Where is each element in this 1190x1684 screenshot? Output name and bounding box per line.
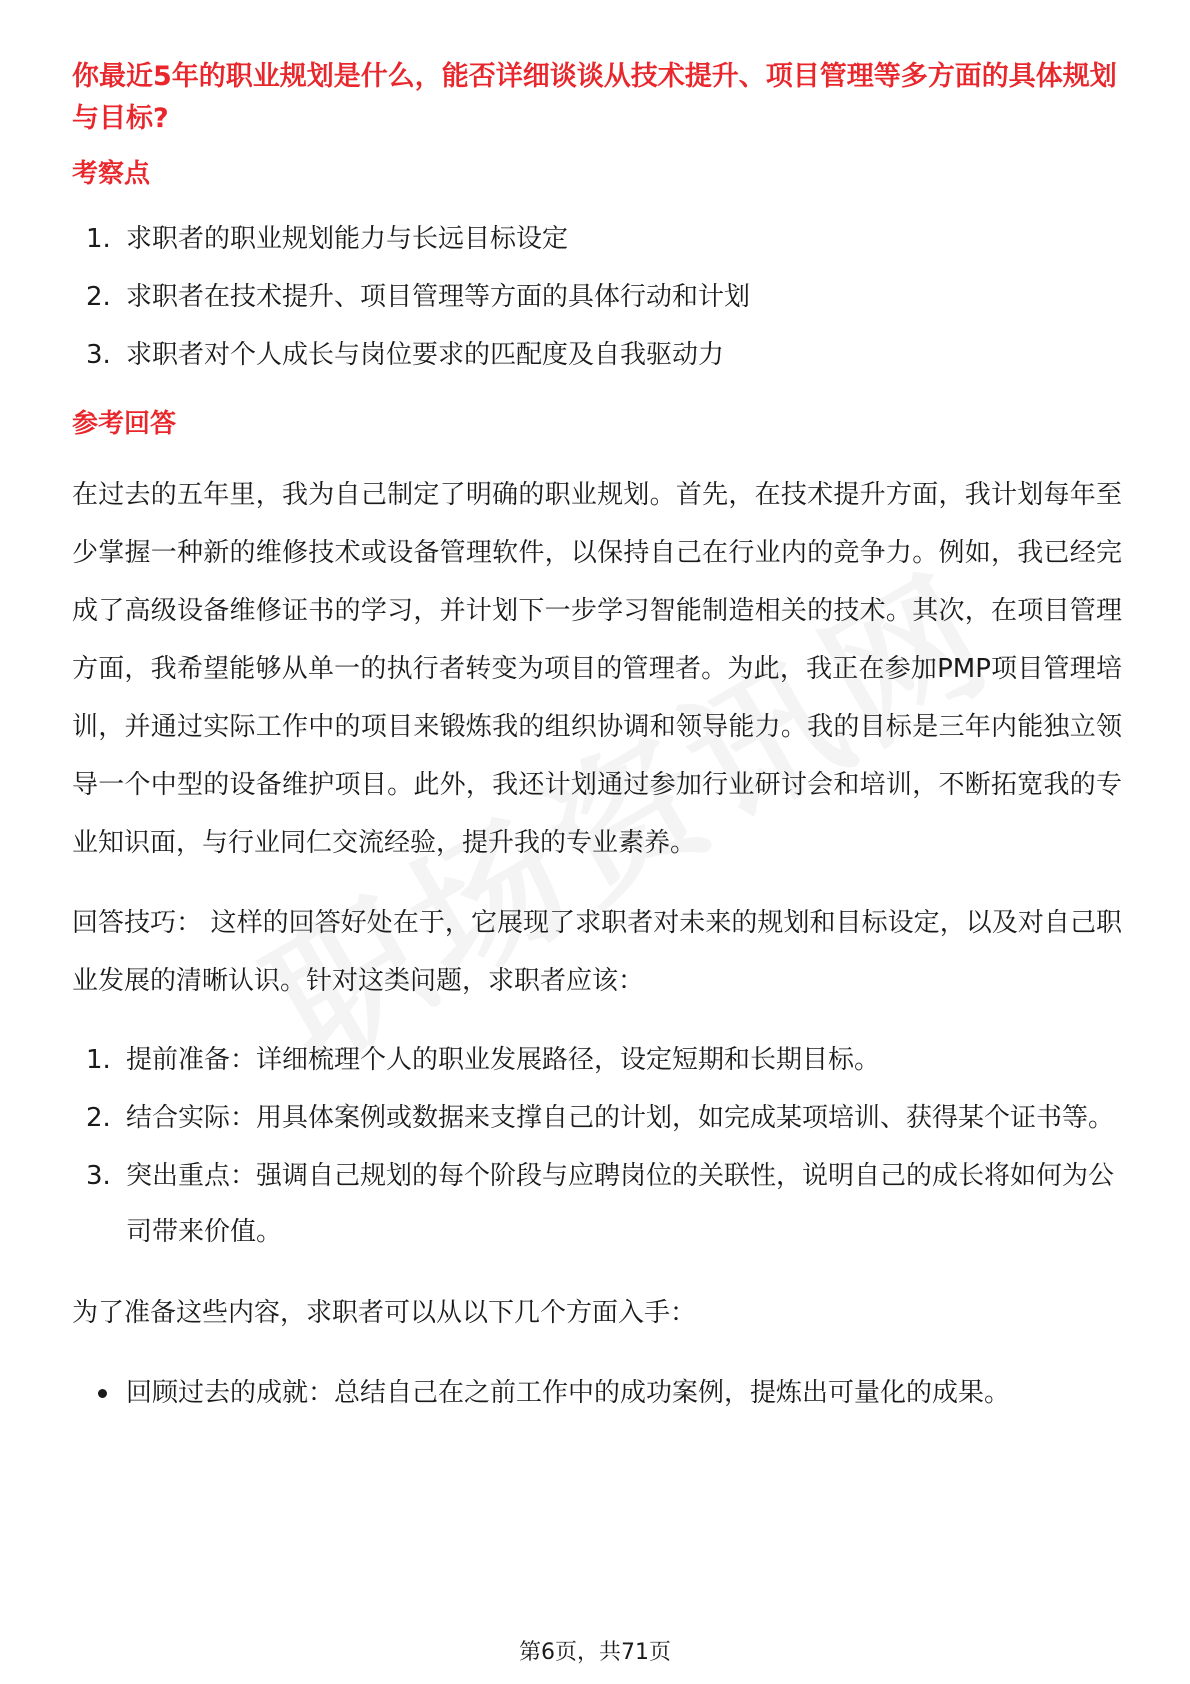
list-item	[72, 210, 1122, 268]
list-item	[72, 1032, 1122, 1088]
list-item	[72, 1364, 1122, 1422]
list-item	[72, 1148, 1122, 1260]
page-footer: 第6页，共71页	[519, 1640, 671, 1665]
answer-paragraph: 在过去的五年里，我为自己制定了明确的职业规划。首先，在技术提升方面，我计划每年至少掌握一种新的维修技术或设备管理软件，以保持自己在行业内的竞争力。例如，我已经完成了高级设备维修证书的学习，并计划下一步学习智能制造相关的技术。其次，在项目管理方面，我希望能够从单一的执行者转变为项目的管理者。为此，我正在参加PMP项目管理培训，并通过实际工作中的项目来锻炼我的组织协调和领导能力。我的目标是三年内能独立领导一个中型的设备维护项目。此外，我还计划通过参加行业研讨会和培训，不断拓宽我的专业知识面，与行业同仁交流经验，提升我的专业素养。	[72, 480, 1122, 858]
list-number: 3.	[86, 1161, 111, 1191]
list-item-text: 求职者在技术提升、项目管理等方面的具体行动和计划	[126, 282, 751, 312]
bullet-icon	[98, 1389, 107, 1398]
section-heading-answer: 参考回答	[72, 409, 177, 439]
list-item-text: 提前准备：详细梳理个人的职业发展路径，设定短期和长期目标。	[126, 1045, 881, 1075]
list-item	[72, 1090, 1122, 1146]
list-item	[72, 326, 1122, 384]
list-item-text: 结合实际：用具体案例或数据来支撑自己的计划，如完成某项培训、获得某个证书等。	[126, 1103, 1115, 1133]
list-number: 1.	[86, 224, 111, 254]
list-item-text: 回顾过去的成就：总结自己在之前工作中的成功案例，提炼出可量化的成果。	[126, 1378, 1011, 1408]
points-list	[72, 210, 1122, 384]
list-number: 1.	[86, 1045, 111, 1075]
list-number: 3.	[86, 340, 111, 370]
list-item	[72, 268, 1122, 326]
list-number: 2.	[86, 282, 111, 312]
tips-list	[72, 1032, 1122, 1260]
list-number: 2.	[86, 1103, 111, 1133]
list-item-text: 求职者对个人成长与岗位要求的匹配度及自我驱动力	[126, 340, 725, 370]
prep-list	[72, 1364, 1122, 1422]
section-heading-points: 考察点	[72, 159, 151, 189]
list-item-text: 突出重点：强调自己规划的每个阶段与应聘岗位的关联性，说明自己的成长将如何为公司带来价值。	[126, 1161, 1115, 1247]
question-title: 你最近5年的职业规划是什么，能否详细谈谈从技术提升、项目管理等多方面的具体规划与目标?	[72, 61, 1117, 134]
prep-intro: 为了准备这些内容，求职者可以从以下几个方面入手：	[72, 1298, 697, 1328]
page-content	[72, 56, 1122, 1422]
tips-intro: 回答技巧： 这样的回答好处在于，它展现了求职者对未来的规划和目标设定，以及对自己职业发展的清晰认识。针对这类问题，求职者应该：	[72, 908, 1122, 996]
list-item-text: 求职者的职业规划能力与长远目标设定	[126, 224, 569, 254]
